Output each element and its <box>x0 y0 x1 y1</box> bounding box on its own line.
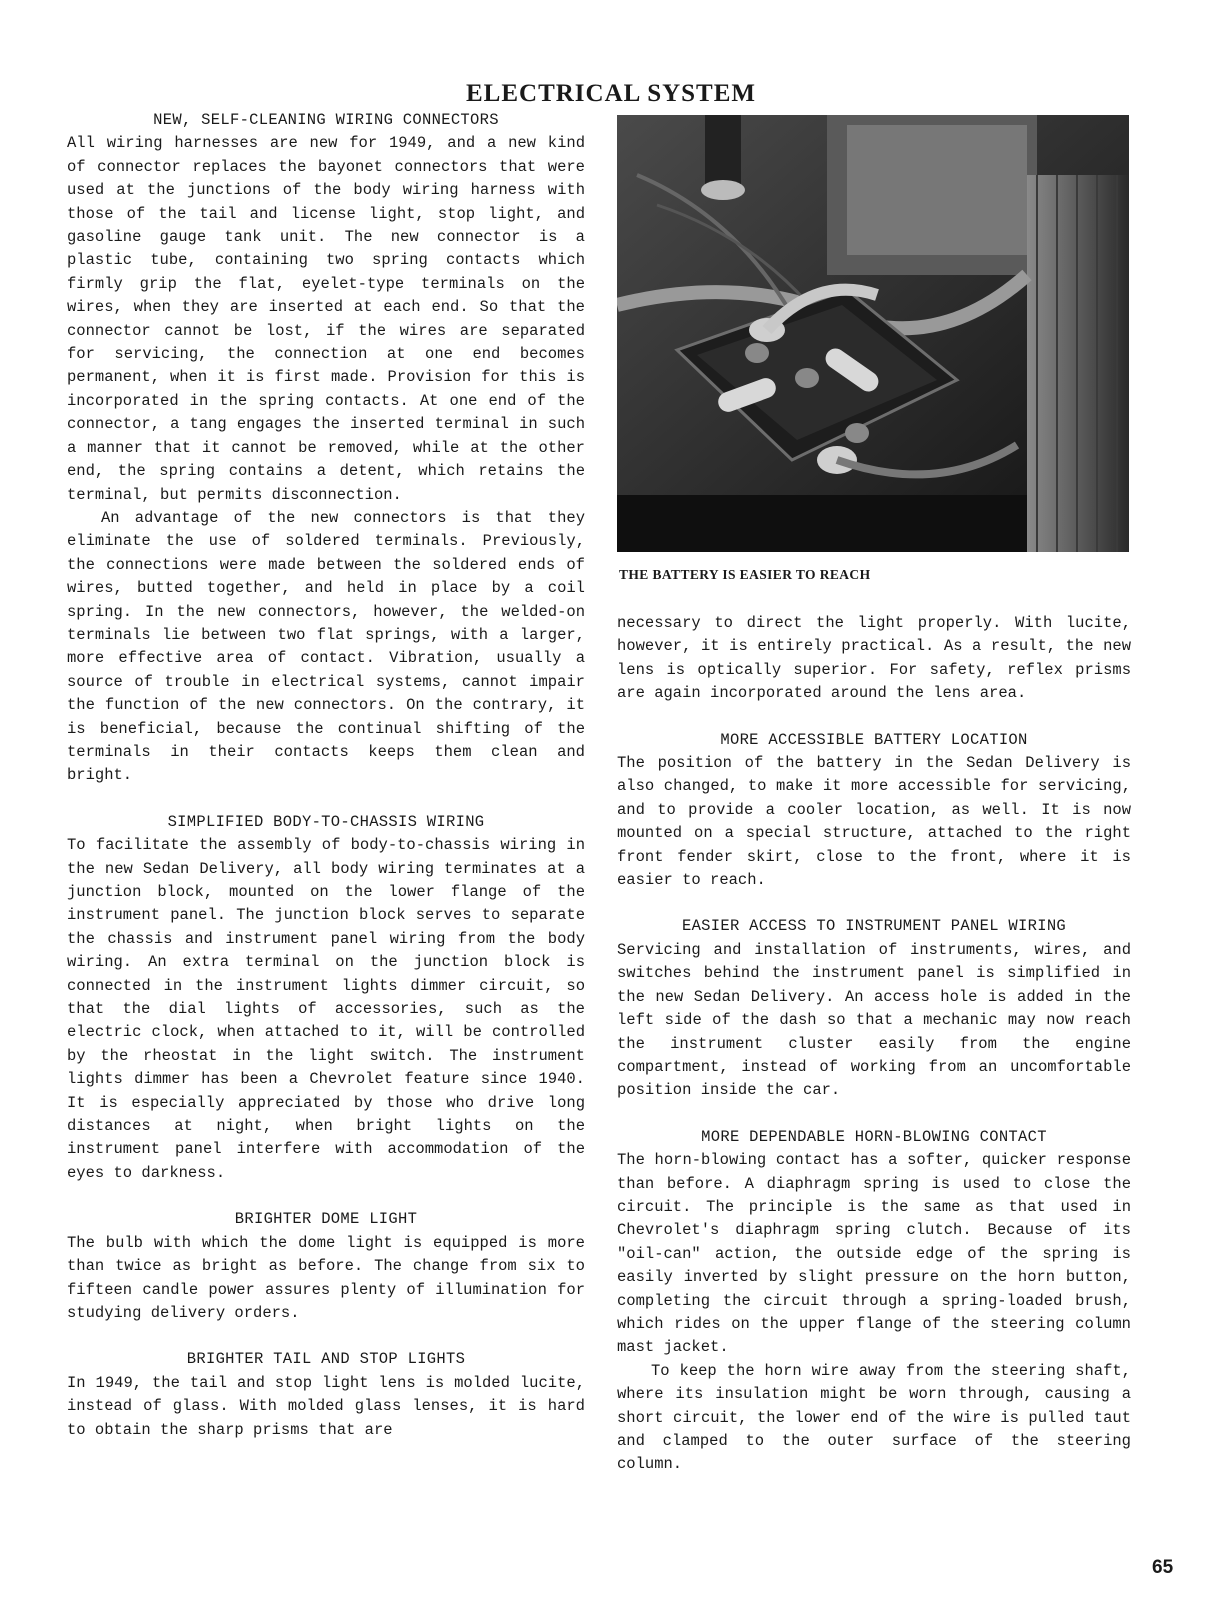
section-heading: MORE DEPENDABLE HORN-BLOWING CONTACT <box>701 1127 1047 1146</box>
section-heading: BRIGHTER TAIL AND STOP LIGHTS <box>186 1350 466 1369</box>
paragraph: The bulb with which the dome light is equipped is more than twice as bright as before. The change from six to fifteen candle power assures plenty of illumination for studying delivery orders. <box>67 1233 585 1322</box>
page-number: 65 <box>1152 1557 1174 1578</box>
figure-caption: THE BATTERY IS EASIER TO REACH <box>619 567 871 582</box>
paragraph: Servicing and installation of instruments, wires, and switches behind the instrument panel is simplified in the new Sedan Delivery. An access hole is added in the left side of the dash so that a mechanic may now reach the instrument cluster easily from the engine compartment, instead of working from an uncomfortable position inside the car. <box>617 940 1131 1100</box>
paragraph: To keep the horn wire away from the steering shaft, where its insulation might be worn through, causing a short circuit, the lower end of the wire is pulled taut and clamped to the outer surface of the steering column. <box>617 1361 1131 1474</box>
page-title: ELECTRICAL SYSTEM <box>466 80 756 107</box>
section-heading: NEW, SELF-CLEANING WIRING CONNECTORS <box>153 111 499 129</box>
paragraph: All wiring harnesses are new for 1949, and a new kind of connector replaces the bayonet connectors that were used at the junctions of the body wiring harness with those of the tail and license light, stop light, and gasoline gauge tank unit. The new connector is a plastic tube, containing two spring contacts which firmly grip the flat, eyelet-type terminals on the wires, when they are inserted at each end. So that the connector cannot be lost, if the wires are separated for servicing, the connection at one end becomes permanent, when it is first made. Provision for this is incorporated in the spring contacts. At one end of the connector, a tang engages the inserted terminal in such a manner that it cannot be removed, while at the other end, the spring contains a detent, which retains the terminal, but permits disconnection. <box>67 134 585 504</box>
paragraph: In 1949, the tail and stop light lens is molded lucite, instead of glass. With molded glass lenses, it is hard to obtain the sharp prisms that are <box>67 1373 585 1439</box>
section-heading: BRIGHTER DOME LIGHT <box>234 1210 418 1229</box>
paragraph: To facilitate the assembly of body-to-chassis wiring in the new Sedan Delivery, all body wiring terminates at a junction block, mounted on the lower flange of the instrument panel. The junction block serves to separate the chassis and instrument panel wiring from the body wiring. An extra terminal on the junction block is connected in the instrument lights dimmer circuit, so that the dial lights of accessories, such as the electric clock, when attached to it, will be controlled by the rheostat in the light switch. The instrument lights dimmer has been a Chevrolet feature since 1940. It is especially appreciated by those who drive long distances at night, when bright lights on the instrument panel interfere with accommodation of the eyes to darkness. <box>67 836 585 1182</box>
paragraph: The position of the battery in the Sedan Delivery is also changed, to make it more accessible for servicing, and to provide a cooler location, as well. It is now mounted on a special structure, attached to the right front fender skirt, close to the front, where it is easier to reach. <box>617 754 1131 890</box>
right-column <box>617 612 1131 1477</box>
paragraph: The horn-blowing contact has a softer, quicker response than before. A diaphragm spring is used to close the circuit. The principle is the same as that used in Chevrolet's diaphragm spring clutch. Because of its "oil-can" action, the outside edge of the spring is easily inverted by slight pressure on the horn button, completing the circuit through a spring-loaded brush, which rides on the upper flange of the steering column mast jacket. <box>617 1151 1131 1357</box>
section-heading: SIMPLIFIED BODY-TO-CHASSIS WIRING <box>167 812 485 831</box>
left-column <box>67 109 585 1442</box>
engine-compartment-battery-photo <box>617 115 1129 552</box>
battery-photo <box>617 115 1129 552</box>
paragraph: necessary to direct the light properly. With lucite, however, it is entirely practical. As a result, the new lens is optically superior. For safety, reflex prisms are again incorporated around the lens area. <box>617 614 1131 703</box>
paragraph: An advantage of the new connectors is that they eliminate the use of soldered terminals. Previously, the connections were made between the soldered ends of wires, butted together, and held in place by a coil spring. In the new connectors, however, the welded-on terminals lie between two flat springs, with a larger, more effective area of contact. Vibration, usually a source of trouble in electrical systems, cannot impair the function of the new connectors. On the contrary, it is beneficial, because the continual shifting of the terminals in their contacts keeps them clean and bright. <box>67 508 585 785</box>
section-heading: EASIER ACCESS TO INSTRUMENT PANEL WIRING <box>681 917 1067 936</box>
section-heading: MORE ACCESSIBLE BATTERY LOCATION <box>720 730 1028 749</box>
